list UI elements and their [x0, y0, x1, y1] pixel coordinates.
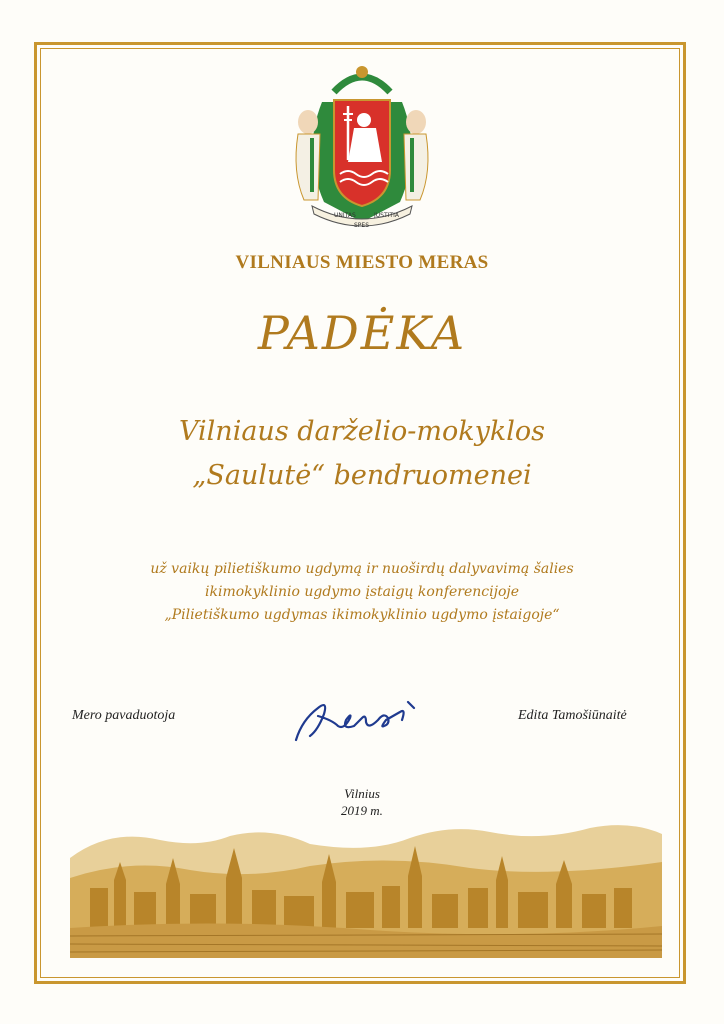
- reason-block: [0, 558, 724, 627]
- vilnius-city-panorama-engraving: [70, 818, 662, 958]
- certificate-title: PADĖKA: [257, 306, 467, 360]
- reason-line-2: ikimokyklinio ugdymo įstaigų konferencijoje: [205, 584, 519, 600]
- signatory-role: Mero pavaduotoja: [72, 708, 176, 723]
- recipient-line-1: Vilniaus darželio-mokyklos: [179, 416, 545, 447]
- motto-bottom-label: SPES: [354, 222, 370, 229]
- place-date-block: [0, 785, 724, 819]
- issuer-heading: VILNIAUS MIESTO MERAS: [235, 252, 489, 273]
- reason-line-3: „Pilietiškumo ugdymas ikimokyklinio ugdymo įstaigoje“: [164, 607, 560, 623]
- handwritten-signature-icon: [288, 690, 438, 750]
- recipient-block: [0, 410, 724, 498]
- motto-right-label: JUSTITIA: [374, 212, 399, 219]
- reason-line-1: už vaikų pilietiškumo ugdymą ir nuoširdų dalyvavimą šalies: [150, 561, 574, 577]
- year-label: 2019 m.: [341, 803, 383, 818]
- vilnius-coat-of-arms-icon: [282, 62, 442, 230]
- motto-left-label: UNITAS: [334, 212, 356, 219]
- signatory-name: Edita Tamošiūnaitė: [518, 708, 627, 723]
- recipient-line-2: „Saulutė“ bendruomenei: [192, 460, 532, 491]
- place-label: Vilnius: [344, 786, 380, 801]
